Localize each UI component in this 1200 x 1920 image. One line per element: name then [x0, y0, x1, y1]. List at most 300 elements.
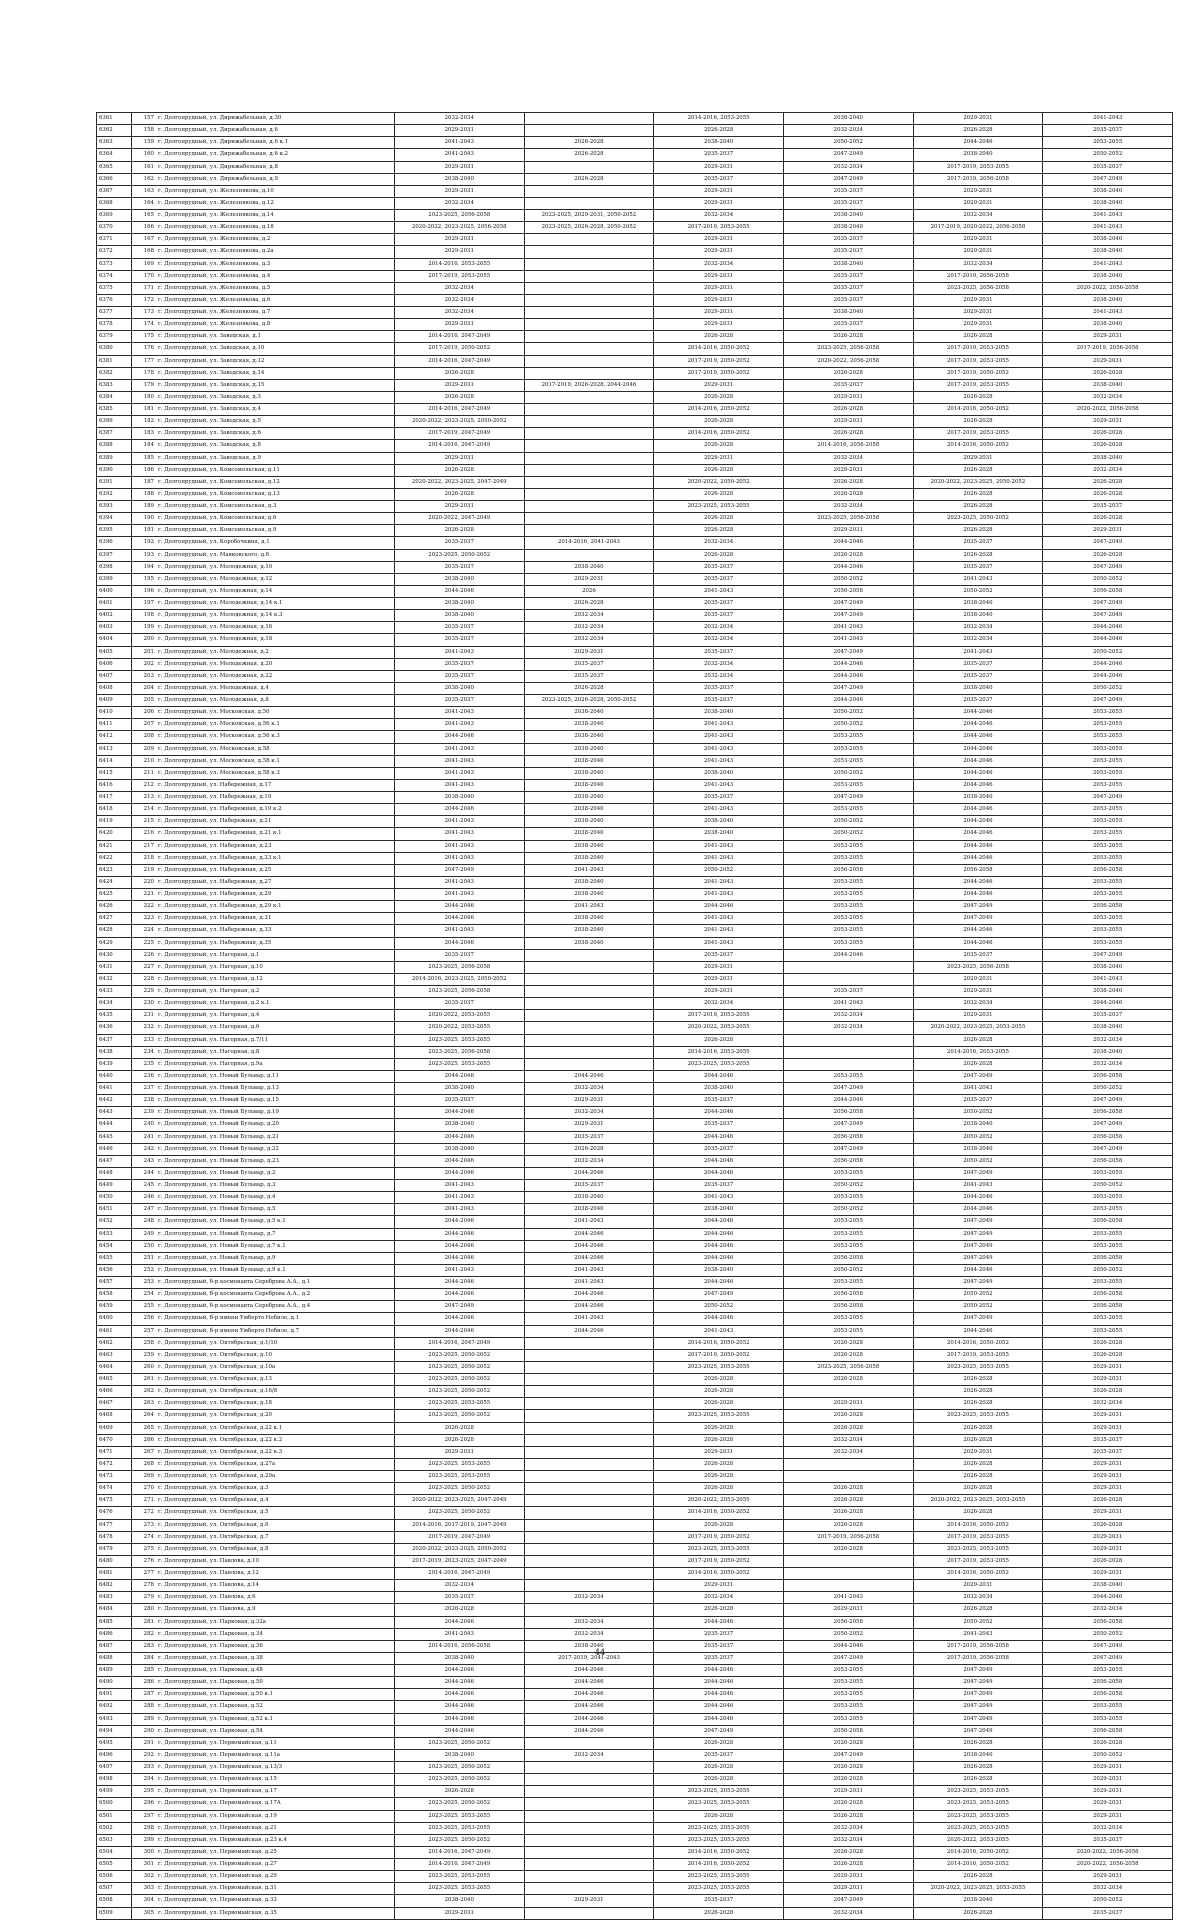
address-cell: г. Долгопрудный, ул. Октябрьская, д.7 [156, 1531, 394, 1543]
row-number-cell: 266 [132, 1434, 156, 1446]
period-5-cell: 2026-2028 [913, 1434, 1043, 1446]
period-1-cell: 2044-2046 [394, 1167, 524, 1179]
period-6-cell: 2056-2058 [1043, 1689, 1173, 1701]
table-row [97, 549, 1173, 561]
table-row [97, 937, 1173, 949]
period-1-cell: 2044-2046 [394, 937, 524, 949]
period-2-cell [524, 1774, 654, 1786]
table-row [97, 755, 1173, 767]
period-2-cell [524, 1604, 654, 1616]
period-3-cell: 2014-2016, 2053-2055 [654, 1046, 784, 1058]
row-number-cell: 287 [132, 1689, 156, 1701]
period-1-cell: 2014-2016, 2047-2049 [394, 331, 524, 343]
period-3-cell: 2035-2037 [654, 949, 784, 961]
period-6-cell: 2026-2028 [1043, 488, 1173, 500]
row-id-cell: 6439 [97, 1058, 132, 1070]
period-5-cell: 2044-2046 [913, 1192, 1043, 1204]
period-1-cell: 2035-2037 [394, 1592, 524, 1604]
period-2-cell: 2038-2040 [524, 925, 654, 937]
period-5-cell: 2050-2052 [913, 585, 1043, 597]
period-2-cell [524, 1058, 654, 1070]
period-4-cell: 2032-2034 [783, 125, 913, 137]
period-5-cell: 2050-2052 [913, 1289, 1043, 1301]
period-3-cell: 2032-2034 [654, 622, 784, 634]
period-5-cell: 2038-2040 [913, 1895, 1043, 1907]
period-3-cell: 2035-2037 [654, 1749, 784, 1761]
period-2-cell [524, 1737, 654, 1749]
period-5-cell: 2017-2019, 2053-2055 [913, 428, 1043, 440]
period-6-cell: 2026-2028 [1043, 1555, 1173, 1567]
table-row [97, 197, 1173, 209]
row-id-cell: 6364 [97, 149, 132, 161]
period-5-cell: 2044-2046 [913, 828, 1043, 840]
row-id-cell: 6474 [97, 1483, 132, 1495]
table-row [97, 440, 1173, 452]
period-6-cell: 2050-2052 [1043, 1895, 1173, 1907]
period-6-cell: 2029-2031 [1043, 416, 1173, 428]
row-id-cell: 6489 [97, 1665, 132, 1677]
row-number-cell: 196 [132, 585, 156, 597]
period-3-cell: 2026-2028 [654, 1604, 784, 1616]
table-row [97, 1737, 1173, 1749]
address-cell: г. Долгопрудный, ул. Первомайская, д.31 [156, 1883, 394, 1895]
address-cell: г. Долгопрудный, ул. Нагорная, д.8 [156, 1046, 394, 1058]
period-4-cell: 2047-2049 [783, 682, 913, 694]
period-3-cell: 2032-2034 [654, 258, 784, 270]
table-row [97, 1531, 1173, 1543]
period-5-cell: 2020-2022, 2023-2025, 2053-2055 [913, 1495, 1043, 1507]
address-cell: г. Долгопрудный, ул. Первомайская, д.25 [156, 1846, 394, 1858]
row-id-cell: 6413 [97, 743, 132, 755]
period-3-cell: 2023-2025, 2053-2055 [654, 1834, 784, 1846]
table-row [97, 1859, 1173, 1871]
table-row [97, 1519, 1173, 1531]
period-4-cell: 2053-2055 [783, 755, 913, 767]
period-1-cell: 2023-2025, 2050-2052 [394, 1386, 524, 1398]
period-5-cell: 2026-2028 [913, 1386, 1043, 1398]
row-number-cell: 160 [132, 149, 156, 161]
period-4-cell: 2047-2049 [783, 792, 913, 804]
table-row [97, 1471, 1173, 1483]
row-id-cell: 6414 [97, 755, 132, 767]
row-number-cell: 234 [132, 1046, 156, 1058]
period-4-cell: 2041-2043 [783, 634, 913, 646]
table-row [97, 622, 1173, 634]
table-row [97, 695, 1173, 707]
period-4-cell: 2032-2034 [783, 1446, 913, 1458]
period-6-cell: 2035-2037 [1043, 1446, 1173, 1458]
row-number-cell: 255 [132, 1301, 156, 1313]
period-2-cell: 2038-2040 [524, 876, 654, 888]
period-1-cell: 2041-2043 [394, 876, 524, 888]
period-6-cell: 2029-2031 [1043, 1422, 1173, 1434]
period-5-cell: 2017-2019, 2056-2058 [913, 1640, 1043, 1652]
row-number-cell: 267 [132, 1446, 156, 1458]
period-4-cell: 2053-2055 [783, 1216, 913, 1228]
row-number-cell: 245 [132, 1180, 156, 1192]
period-2-cell: 2038-2040 [524, 719, 654, 731]
period-1-cell: 2026-2028 [394, 391, 524, 403]
period-5-cell: 2044-2046 [913, 937, 1043, 949]
row-id-cell: 6398 [97, 561, 132, 573]
row-number-cell: 241 [132, 1131, 156, 1143]
row-number-cell: 251 [132, 1252, 156, 1264]
period-5-cell: 2014-2016, 2050-2052 [913, 1519, 1043, 1531]
row-number-cell: 217 [132, 840, 156, 852]
period-1-cell: 2023-2025, 2053-2055 [394, 1871, 524, 1883]
row-number-cell: 222 [132, 901, 156, 913]
period-6-cell: 2041-2043 [1043, 210, 1173, 222]
period-1-cell: 2038-2040 [394, 1895, 524, 1907]
row-id-cell: 6470 [97, 1434, 132, 1446]
period-3-cell: 2026-2028 [654, 1374, 784, 1386]
period-1-cell: 2020-2022, 2053-2055 [394, 1022, 524, 1034]
table-row [97, 331, 1173, 343]
period-6-cell: 2020-2022, 2056-2058 [1043, 1859, 1173, 1871]
period-6-cell: 2026-2028 [1043, 428, 1173, 440]
period-4-cell: 2056-2058 [783, 1155, 913, 1167]
table-row [97, 1555, 1173, 1567]
period-2-cell [524, 1762, 654, 1774]
address-cell: г. Долгопрудный, ул. Парковая, д.50 [156, 1677, 394, 1689]
address-cell: г. Долгопрудный, ул. Первомайская, д.35 [156, 1907, 394, 1919]
period-3-cell: 2041-2043 [654, 755, 784, 767]
row-number-cell: 291 [132, 1737, 156, 1749]
period-5-cell: 2026-2028 [913, 1483, 1043, 1495]
address-cell: г. Долгопрудный, ул. Заводская, д.5 [156, 416, 394, 428]
period-3-cell: 2041-2043 [654, 913, 784, 925]
period-1-cell: 2014-2016, 2047-2049 [394, 404, 524, 416]
period-6-cell: 2038-2040 [1043, 197, 1173, 209]
period-4-cell: 2053-2055 [783, 1677, 913, 1689]
period-1-cell: 2029-2031 [394, 379, 524, 391]
period-4-cell: 2026-2028 [783, 367, 913, 379]
period-4-cell: 2053-2055 [783, 804, 913, 816]
period-5-cell: 2044-2046 [913, 925, 1043, 937]
row-number-cell: 182 [132, 416, 156, 428]
period-3-cell: 2032-2034 [654, 998, 784, 1010]
period-4-cell: 2044-2046 [783, 670, 913, 682]
row-id-cell: 6384 [97, 391, 132, 403]
period-6-cell: 2029-2031 [1043, 1871, 1173, 1883]
period-6-cell: 2029-2031 [1043, 1361, 1173, 1373]
row-id-cell: 6500 [97, 1798, 132, 1810]
period-1-cell: 2041-2043 [394, 828, 524, 840]
table-row [97, 986, 1173, 998]
period-1-cell: 2041-2043 [394, 719, 524, 731]
row-number-cell: 199 [132, 622, 156, 634]
period-5-cell: 2029-2031 [913, 113, 1043, 125]
period-2-cell [524, 1568, 654, 1580]
period-4-cell: 2053-2055 [783, 1070, 913, 1082]
period-2-cell [524, 125, 654, 137]
row-id-cell: 6506 [97, 1871, 132, 1883]
period-4-cell: 2038-2040 [783, 222, 913, 234]
period-2-cell: 2026-2028 [524, 137, 654, 149]
table-row [97, 1786, 1173, 1798]
period-6-cell: 2029-2031 [1043, 1458, 1173, 1470]
period-5-cell: 2044-2046 [913, 137, 1043, 149]
period-5-cell: 2023-2025, 2053-2055 [913, 1822, 1043, 1834]
period-6-cell: 2017-2019, 2056-2058 [1043, 343, 1173, 355]
period-5-cell: 2026-2028 [913, 1398, 1043, 1410]
period-1-cell: 2038-2040 [394, 1652, 524, 1664]
period-1-cell: 2038-2040 [394, 1143, 524, 1155]
period-4-cell [783, 1386, 913, 1398]
address-cell: г. Долгопрудный, ул. Молодежная, д.2 [156, 646, 394, 658]
row-number-cell: 275 [132, 1543, 156, 1555]
period-4-cell: 2050-2052 [783, 767, 913, 779]
address-cell: г. Долгопрудный, ул. Железнякова, д.14 [156, 210, 394, 222]
address-cell: г. Долгопрудный, ул. Нагорная, д.12 [156, 973, 394, 985]
period-5-cell: 2038-2040 [913, 1143, 1043, 1155]
period-5-cell: 2023-2025, 2050-2052 [913, 513, 1043, 525]
table-row [97, 476, 1173, 488]
period-4-cell: 2056-2058 [783, 1289, 913, 1301]
period-3-cell: 2038-2040 [654, 1264, 784, 1276]
period-5-cell: 2026-2028 [913, 549, 1043, 561]
address-cell: г. Долгопрудный, ул. Новый Бульвар, д.4 [156, 1192, 394, 1204]
period-4-cell: 2044-2046 [783, 537, 913, 549]
period-6-cell: 2056-2058 [1043, 864, 1173, 876]
row-number-cell: 302 [132, 1871, 156, 1883]
row-id-cell: 6486 [97, 1628, 132, 1640]
period-4-cell: 2035-2037 [783, 270, 913, 282]
period-6-cell: 2035-2037 [1043, 501, 1173, 513]
row-id-cell: 6415 [97, 767, 132, 779]
period-2-cell: 2044-2046 [524, 1167, 654, 1179]
period-3-cell: 2014-2016, 2053-2055 [654, 113, 784, 125]
period-1-cell: 2041-2043 [394, 840, 524, 852]
table-row [97, 1798, 1173, 1810]
period-5-cell: 2023-2025, 2053-2055 [913, 1410, 1043, 1422]
period-5-cell: 2017-2019, 2050-2052 [913, 367, 1043, 379]
period-3-cell: 2017-2019, 2050-2052 [654, 367, 784, 379]
period-4-cell: 2029-2031 [783, 1786, 913, 1798]
period-6-cell: 2053-2055 [1043, 1325, 1173, 1337]
period-4-cell: 2029-2031 [783, 1871, 913, 1883]
period-6-cell: 2053-2055 [1043, 804, 1173, 816]
row-number-cell: 162 [132, 173, 156, 185]
row-number-cell: 197 [132, 598, 156, 610]
period-2-cell: 2041-2043 [524, 1277, 654, 1289]
table-row [97, 1434, 1173, 1446]
period-1-cell: 2026-2028 [394, 1786, 524, 1798]
table-row [97, 501, 1173, 513]
period-4-cell: 2017-2019, 2056-2058 [783, 1531, 913, 1543]
row-id-cell: 6407 [97, 670, 132, 682]
row-number-cell: 177 [132, 355, 156, 367]
row-number-cell: 273 [132, 1519, 156, 1531]
address-cell: г. Долгопрудный, ул. Октябрьская, д.22 к.2 [156, 1434, 394, 1446]
period-5-cell: 2044-2046 [913, 876, 1043, 888]
period-3-cell: 2044-2046 [654, 1167, 784, 1179]
row-id-cell: 6420 [97, 828, 132, 840]
period-5-cell: 2032-2034 [913, 634, 1043, 646]
address-cell: г. Долгопрудный, ул. Заводская, д.6 [156, 428, 394, 440]
row-number-cell: 303 [132, 1883, 156, 1895]
row-id-cell: 6408 [97, 682, 132, 694]
period-3-cell: 2035-2037 [654, 1895, 784, 1907]
period-2-cell: 2035-2037 [524, 658, 654, 670]
period-5-cell: 2041-2043 [913, 1628, 1043, 1640]
period-2-cell [524, 1786, 654, 1798]
period-5-cell: 2038-2040 [913, 1749, 1043, 1761]
row-id-cell: 6475 [97, 1495, 132, 1507]
period-3-cell: 2038-2040 [654, 1083, 784, 1095]
row-id-cell: 6391 [97, 476, 132, 488]
period-2-cell: 2026 [524, 585, 654, 597]
row-number-cell: 271 [132, 1495, 156, 1507]
row-number-cell: 189 [132, 501, 156, 513]
period-6-cell: 2032-2034 [1043, 1034, 1173, 1046]
period-6-cell: 2056-2058 [1043, 585, 1173, 597]
period-2-cell: 2014-2016, 2041-2043 [524, 537, 654, 549]
row-id-cell: 6477 [97, 1519, 132, 1531]
row-id-cell: 6369 [97, 210, 132, 222]
row-number-cell: 265 [132, 1422, 156, 1434]
period-2-cell [524, 258, 654, 270]
period-4-cell: 2026-2028 [783, 1519, 913, 1531]
period-2-cell: 2044-2046 [524, 1689, 654, 1701]
address-cell: г. Долгопрудный, ул. Октябрьская, д.8 [156, 1543, 394, 1555]
period-5-cell: 2047-2049 [913, 1277, 1043, 1289]
period-5-cell: 2044-2046 [913, 779, 1043, 791]
period-1-cell: 2017-2019, 2023-2025, 2047-2049 [394, 1555, 524, 1567]
period-6-cell: 2047-2049 [1043, 1095, 1173, 1107]
table-row [97, 1665, 1173, 1677]
period-6-cell: 2053-2055 [1043, 1228, 1173, 1240]
period-1-cell: 2017-2019, 2053-2055 [394, 270, 524, 282]
period-4-cell: 2029-2031 [783, 416, 913, 428]
row-number-cell: 277 [132, 1568, 156, 1580]
period-2-cell [524, 1871, 654, 1883]
address-cell: г. Долгопрудный, ул. Комсомольская, д.13 [156, 488, 394, 500]
period-4-cell: 2050-2052 [783, 1204, 913, 1216]
period-5-cell: 2050-2052 [913, 1301, 1043, 1313]
period-1-cell: 2041-2043 [394, 755, 524, 767]
table-row [97, 1495, 1173, 1507]
period-2-cell: 2032-2034 [524, 634, 654, 646]
row-number-cell: 247 [132, 1204, 156, 1216]
period-6-cell: 2044-2046 [1043, 998, 1173, 1010]
period-4-cell: 2035-2037 [783, 234, 913, 246]
table-row [97, 1810, 1173, 1822]
period-3-cell: 2038-2040 [654, 816, 784, 828]
period-3-cell: 2041-2043 [654, 743, 784, 755]
period-2-cell [524, 986, 654, 998]
table-row [97, 1107, 1173, 1119]
row-id-cell: 6376 [97, 294, 132, 306]
period-5-cell: 2014-2016, 2050-2052 [913, 440, 1043, 452]
period-5-cell: 2044-2046 [913, 1325, 1043, 1337]
period-1-cell: 2044-2046 [394, 1616, 524, 1628]
period-1-cell: 2044-2046 [394, 1725, 524, 1737]
period-1-cell: 2041-2043 [394, 707, 524, 719]
period-1-cell: 2041-2043 [394, 1192, 524, 1204]
period-1-cell: 2041-2043 [394, 1628, 524, 1640]
row-id-cell: 6424 [97, 876, 132, 888]
period-3-cell: 2038-2040 [654, 707, 784, 719]
row-number-cell: 298 [132, 1822, 156, 1834]
table-row [97, 1616, 1173, 1628]
period-2-cell: 2026-2028 [524, 682, 654, 694]
period-6-cell: 2029-2031 [1043, 355, 1173, 367]
period-5-cell: 2026-2028 [913, 416, 1043, 428]
row-number-cell: 238 [132, 1095, 156, 1107]
address-cell: г. Долгопрудный, ул. Железнякова, д.2а [156, 246, 394, 258]
row-number-cell: 292 [132, 1749, 156, 1761]
period-3-cell: 2023-2025, 2053-2055 [654, 1871, 784, 1883]
period-3-cell: 2041-2043 [654, 876, 784, 888]
address-cell: г. Долгопрудный, ул. Нагорная, д.1 [156, 949, 394, 961]
table-row [97, 707, 1173, 719]
table-row [97, 1883, 1173, 1895]
period-3-cell: 2032-2034 [654, 210, 784, 222]
period-1-cell: 2023-2025, 2053-2055 [394, 1058, 524, 1070]
period-1-cell: 2023-2025, 2053-2055 [394, 1883, 524, 1895]
period-3-cell: 2044-2046 [654, 1252, 784, 1264]
row-number-cell: 159 [132, 137, 156, 149]
address-cell: г. Долгопрудный, ул. Коробочкина, д.1 [156, 537, 394, 549]
row-number-cell: 252 [132, 1264, 156, 1276]
period-6-cell: 2047-2049 [1043, 1652, 1173, 1664]
period-4-cell: 2050-2052 [783, 719, 913, 731]
period-1-cell: 2023-2025, 2050-2052 [394, 1374, 524, 1386]
period-4-cell: 2038-2040 [783, 307, 913, 319]
row-number-cell: 249 [132, 1228, 156, 1240]
period-3-cell: 2038-2040 [654, 137, 784, 149]
period-1-cell: 2026-2028 [394, 367, 524, 379]
row-id-cell: 6416 [97, 779, 132, 791]
address-cell: г. Долгопрудный, ул. Первомайская, д.11а [156, 1749, 394, 1761]
period-6-cell: 2050-2052 [1043, 1749, 1173, 1761]
table-row [97, 1543, 1173, 1555]
period-6-cell: 2029-2031 [1043, 1786, 1173, 1798]
period-5-cell: 2017-2019, 2056-2058 [913, 1652, 1043, 1664]
address-cell: г. Долгопрудный, ул. Новый Бульвар, д.9 [156, 1252, 394, 1264]
period-1-cell: 2044-2046 [394, 1216, 524, 1228]
period-5-cell: 2026-2028 [913, 1422, 1043, 1434]
row-id-cell: 6410 [97, 707, 132, 719]
period-1-cell: 2041-2043 [394, 1204, 524, 1216]
row-id-cell: 6497 [97, 1762, 132, 1774]
row-id-cell: 6425 [97, 889, 132, 901]
period-3-cell: 2026-2028 [654, 1434, 784, 1446]
address-cell: г. Долгопрудный, ул. Октябрьская, д.29а [156, 1471, 394, 1483]
table-row [97, 1155, 1173, 1167]
period-1-cell: 2023-2025, 2056-2058 [394, 1046, 524, 1058]
period-5-cell: 2041-2043 [913, 573, 1043, 585]
period-6-cell: 2041-2043 [1043, 307, 1173, 319]
address-cell: г. Долгопрудный, ул. Набережная, д.27 [156, 876, 394, 888]
period-3-cell: 2014-2016, 2050-2052 [654, 1846, 784, 1858]
period-5-cell: 2026-2028 [913, 1737, 1043, 1749]
period-4-cell: 2044-2046 [783, 1095, 913, 1107]
row-number-cell: 163 [132, 185, 156, 197]
period-3-cell: 2038-2040 [654, 828, 784, 840]
row-number-cell: 175 [132, 331, 156, 343]
period-2-cell [524, 1349, 654, 1361]
period-2-cell [524, 1834, 654, 1846]
address-cell: г. Долгопрудный, ул. Молодежная, д.16 [156, 622, 394, 634]
period-6-cell: 2053-2055 [1043, 828, 1173, 840]
period-1-cell: 2047-2049 [394, 1301, 524, 1313]
period-2-cell: 2029-2031 [524, 1895, 654, 1907]
table-row [97, 125, 1173, 137]
row-id-cell: 6476 [97, 1507, 132, 1519]
row-id-cell: 6412 [97, 731, 132, 743]
